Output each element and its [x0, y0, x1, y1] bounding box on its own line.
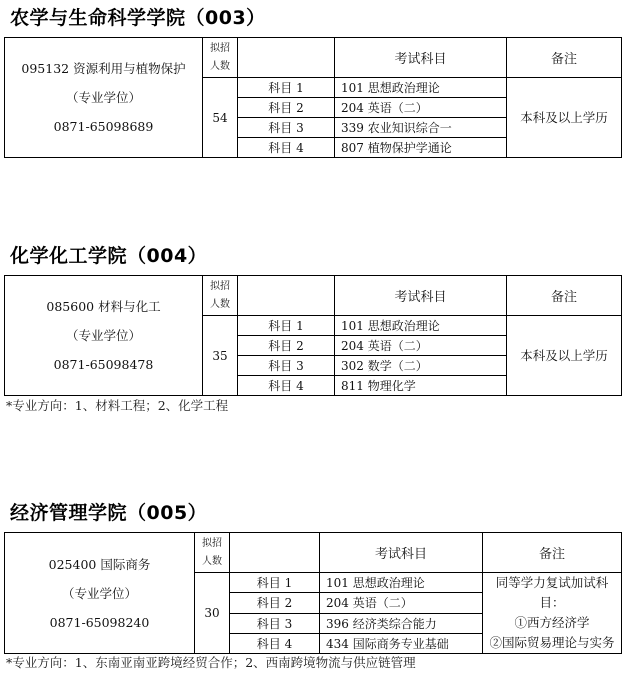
subject-label: 科目 4: [238, 376, 335, 396]
subject-label: 科目 1: [230, 573, 320, 593]
major-info-cell: [5, 38, 203, 158]
exam-subjects-header: 考试科目: [335, 38, 507, 78]
subject-value: 204 英语（二）: [320, 593, 483, 613]
subject-label: 科目 4: [238, 138, 335, 158]
remark: [483, 573, 622, 654]
quota-header: 拟招 人数: [203, 276, 238, 316]
exam-subjects-header: 考试科目: [335, 276, 507, 316]
subject-label: 科目 3: [238, 118, 335, 138]
quota-value: 54: [203, 78, 238, 158]
subject-label-header: [230, 533, 320, 573]
remarks-header: 备注: [483, 533, 622, 573]
subject-label-header: [238, 276, 335, 316]
subject-label: 科目 2: [238, 336, 335, 356]
subject-value: 101 思想政治理论: [335, 78, 507, 98]
subject-label: 科目 3: [238, 356, 335, 376]
major-info-cell: [5, 276, 203, 396]
remarks-header: 备注: [507, 276, 622, 316]
admission-table-004: [4, 275, 622, 396]
contact-phone: 0871-65098689: [53, 119, 154, 134]
section-title-004: 化学化工学院（004）: [10, 245, 208, 267]
remark-line: ①西方经济学: [514, 615, 590, 630]
exam-subjects-header: 考试科目: [320, 533, 483, 573]
quota-header: 拟招 人数: [203, 38, 238, 78]
subject-label-header: [238, 38, 335, 78]
subject-label: 科目 3: [230, 613, 320, 633]
subject-value: 204 英语（二）: [335, 98, 507, 118]
remark: 本科及以上学历: [507, 78, 622, 158]
contact-phone: 0871-65098478: [53, 357, 154, 372]
subject-label: 科目 1: [238, 78, 335, 98]
remark-line: 目：: [539, 595, 565, 610]
contact-phone: 0871-65098240: [49, 614, 150, 630]
subject-value: 204 英语（二）: [335, 336, 507, 356]
subject-value: 434 国际商务专业基础: [320, 633, 483, 653]
direction-note-004: *专业方向：1、材料工程；2、化学工程: [6, 398, 229, 413]
admission-table-005: [4, 532, 622, 654]
remark-line: ②国际贸易理论与实务: [489, 635, 615, 650]
subject-label: 科目 2: [238, 98, 335, 118]
section-title-005: 经济管理学院（005）: [10, 502, 208, 524]
subject-label: 科目 4: [230, 633, 320, 653]
subject-value: 101 思想政治理论: [335, 316, 507, 336]
subject-value: 807 植物保护学通论: [335, 138, 507, 158]
quota-header: 拟招 人数: [195, 533, 230, 573]
degree-type: （专业学位）: [65, 90, 141, 105]
degree-type: （专业学位）: [61, 585, 137, 601]
section-title-003: 农学与生命科学学院（003）: [10, 7, 266, 29]
major-info-cell: [5, 533, 195, 654]
major-name: 095132 资源利用与植物保护: [21, 61, 186, 76]
remarks-header: 备注: [507, 38, 622, 78]
subject-value: 339 农业知识综合一: [335, 118, 507, 138]
quota-value: 35: [203, 316, 238, 396]
degree-type: （专业学位）: [65, 328, 141, 343]
major-name: 025400 国际商务: [48, 556, 151, 572]
subject-value: 396 经济类综合能力: [320, 613, 483, 633]
subject-value: 101 思想政治理论: [320, 573, 483, 593]
direction-note-005: *专业方向：1、东南亚南亚跨境经贸合作；2、西南跨境物流与供应链管理: [6, 655, 416, 670]
admission-table-003: [4, 37, 622, 158]
subject-label: 科目 2: [230, 593, 320, 613]
subject-value: 302 数学（二）: [335, 356, 507, 376]
remark: 本科及以上学历: [507, 316, 622, 396]
subject-value: 811 物理化学: [335, 376, 507, 396]
quota-value: 30: [195, 573, 230, 654]
subject-label: 科目 1: [238, 316, 335, 336]
major-name: 085600 材料与化工: [46, 299, 161, 314]
remark-line: 同等学力复试加试科: [495, 575, 609, 590]
